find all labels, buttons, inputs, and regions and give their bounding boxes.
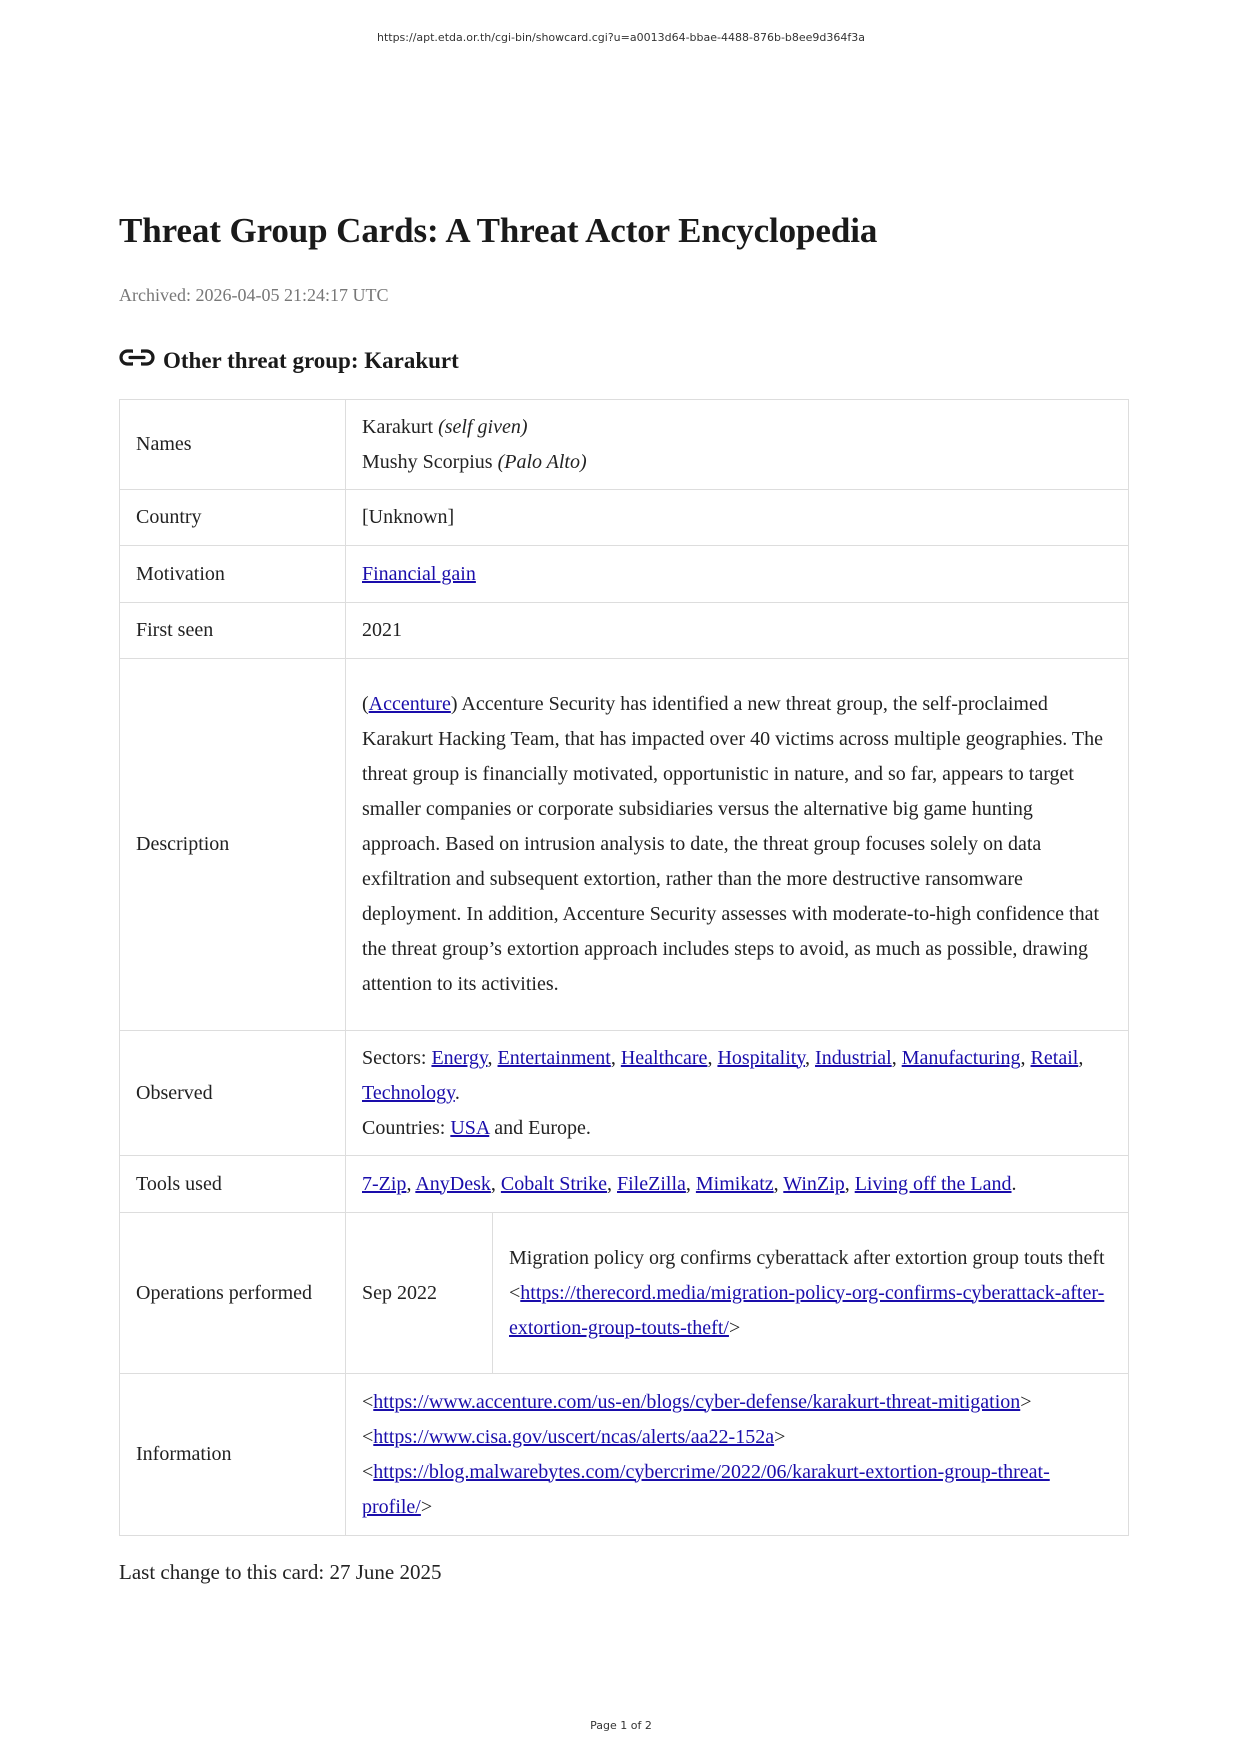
- tool-link[interactable]: FileZilla: [617, 1172, 686, 1195]
- info-link[interactable]: https://www.accenture.com/us-en/blogs/cyber-defense/karakurt-threat-mitigation: [373, 1390, 1021, 1413]
- sector-link[interactable]: Industrial: [815, 1046, 892, 1069]
- card-content: [119, 210, 1129, 1586]
- tool-link[interactable]: WinZip: [783, 1172, 845, 1195]
- sector-link[interactable]: Energy: [431, 1046, 488, 1069]
- tool-link[interactable]: AnyDesk: [415, 1172, 491, 1195]
- info-link-row: <https://blog.malwarebytes.com/cybercrime/2022/06/karakurt-extortion-group-threat-profile/>: [362, 1460, 1050, 1518]
- operation-text: Migration policy org confirms cyberattack after extortion group touts theft: [509, 1246, 1105, 1269]
- value-tools-used: 7-Zip, AnyDesk, Cobalt Strike, FileZilla, Mimikatz, WinZip, Living off the Land.: [346, 1156, 1129, 1213]
- label-operations: Operations performed: [120, 1213, 346, 1374]
- value-observed: [346, 1031, 1129, 1156]
- row-tools-used: [120, 1156, 1129, 1213]
- info-link-row: <https://www.accenture.com/us-en/blogs/cyber-defense/karakurt-threat-mitigation>: [362, 1390, 1032, 1413]
- page-number: Page 1 of 2: [590, 1719, 652, 1732]
- tool-link[interactable]: 7-Zip: [362, 1172, 407, 1195]
- info-link[interactable]: https://www.cisa.gov/uscert/ncas/alerts/aa22-152a: [373, 1425, 775, 1448]
- name-entry: Mushy Scorpius (Palo Alto): [362, 450, 587, 473]
- value-names: [346, 400, 1129, 490]
- row-names: [120, 400, 1129, 490]
- label-tools-used: Tools used: [120, 1156, 346, 1213]
- value-country: [Unknown]: [346, 490, 1129, 546]
- row-first-seen: [120, 603, 1129, 659]
- value-description: (Accenture) Accenture Security has identified a new threat group, the self-proclaimed Karakurt Hacking Team, that has impacted over 40 victims across multiple geographies. The threat group is financially motivated, opportunistic in nature, and so far, appears to target smaller companies or corporate subsidiaries versus the alternative big game hunting approach. Based on intrusion analysis to date, the threat group focuses solely on data exfiltration and subsequent extortion, rather than the more destructive ransomware deployment. In addition, Accenture Security assesses with moderate-to-high confidence that the threat group’s extortion approach includes steps to avoid, as much as possible, drawing attention to its activities.: [346, 659, 1129, 1031]
- operation-link[interactable]: https://therecord.media/migration-policy-org-confirms-cyberattack-after-extortion-group-touts-theft/: [509, 1281, 1105, 1339]
- tool-link[interactable]: Mimikatz: [695, 1172, 774, 1195]
- row-operations: [120, 1213, 1129, 1374]
- row-country: [120, 490, 1129, 546]
- country-link[interactable]: USA: [450, 1116, 490, 1139]
- link-icon[interactable]: [119, 345, 155, 371]
- value-first-seen: 2021: [346, 603, 1129, 659]
- name-entry: Karakurt (self given): [362, 415, 528, 438]
- sector-link[interactable]: Hospitality: [717, 1046, 806, 1069]
- group-heading-row: [119, 337, 1129, 375]
- motivation-link[interactable]: Financial gain: [362, 562, 476, 585]
- row-motivation: [120, 546, 1129, 603]
- tool-link[interactable]: Living off the Land: [854, 1172, 1012, 1195]
- page-title: Threat Group Cards: A Threat Actor Encyclopedia: [119, 211, 878, 250]
- tool-link[interactable]: Cobalt Strike: [500, 1172, 607, 1195]
- label-information: Information: [120, 1374, 346, 1536]
- archived-timestamp: Archived: 2026-04-05 21:24:17 UTC: [119, 285, 389, 305]
- sector-link[interactable]: Technology: [362, 1081, 455, 1104]
- sector-link[interactable]: Entertainment: [497, 1046, 611, 1069]
- value-motivation: [346, 546, 1129, 603]
- sector-links: Energy, Entertainment, Healthcare, Hospitality, Industrial, Manufacturing, Retail, Technology: [362, 1046, 1084, 1104]
- label-first-seen: First seen: [120, 603, 346, 659]
- sector-link[interactable]: Retail: [1030, 1046, 1079, 1069]
- last-change: Last change to this card: 27 June 2025: [119, 1560, 442, 1584]
- row-information: [120, 1374, 1129, 1536]
- value-information: [346, 1374, 1129, 1536]
- operation-date: Sep 2022: [346, 1213, 493, 1374]
- observed-countries: Countries: USA and Europe.: [362, 1116, 591, 1139]
- info-link[interactable]: https://blog.malwarebytes.com/cybercrime/2022/06/karakurt-extortion-group-threat-profile/: [362, 1460, 1050, 1518]
- operation-detail: Migration policy org confirms cyberattack after extortion group touts theft <https://therecord.media/migration-policy-org-confirms-cyberattack-after-extortion-group-touts-theft/>: [493, 1213, 1129, 1374]
- group-heading: Other threat group: Karakurt: [163, 348, 459, 373]
- label-country: Country: [120, 490, 346, 546]
- sector-link[interactable]: Healthcare: [620, 1046, 708, 1069]
- info-link-row: <https://www.cisa.gov/uscert/ncas/alerts/aa22-152a>: [362, 1425, 786, 1448]
- label-description: Description: [120, 659, 346, 1031]
- row-observed: [120, 1031, 1129, 1156]
- description-source-link[interactable]: Accenture: [368, 693, 451, 715]
- row-description: [120, 659, 1129, 1031]
- print-header-url: https://apt.etda.or.th/cgi-bin/showcard.cgi?u=a0013d64-bbae-4488-876b-b8ee9d364f3a: [376, 31, 866, 44]
- label-names: Names: [120, 400, 346, 490]
- tool-links: 7-Zip, AnyDesk, Cobalt Strike, FileZilla, Mimikatz, WinZip, Living off the Land: [362, 1172, 1012, 1195]
- label-observed: Observed: [120, 1031, 346, 1156]
- threat-card-table: [119, 399, 1129, 1536]
- sector-link[interactable]: Manufacturing: [901, 1046, 1021, 1069]
- description-text: ) Accenture Security has identified a new threat group, the self-proclaimed Karakurt Hacking Team, that has impacted over 40 victims across multiple geographies. The threat group is financially motivated, opportunistic in nature, and so far, appears to target smaller companies or corporate subsidiaries versus the alternative big game hunting approach. Based on intrusion analysis to date, the threat group focuses solely on data exfiltration and subsequent extortion, rather than the more destructive ransomware deployment. In addition, Accenture Security assesses with moderate-to-high confidence that the threat group’s extortion approach includes steps to avoid, as much as possible, drawing attention to its activities.: [362, 693, 1103, 995]
- observed-sectors: Sectors: Energy, Entertainment, Healthcare, Hospitality, Industrial, Manufacturing, Retail, Technology.: [362, 1046, 1084, 1104]
- label-motivation: Motivation: [120, 546, 346, 603]
